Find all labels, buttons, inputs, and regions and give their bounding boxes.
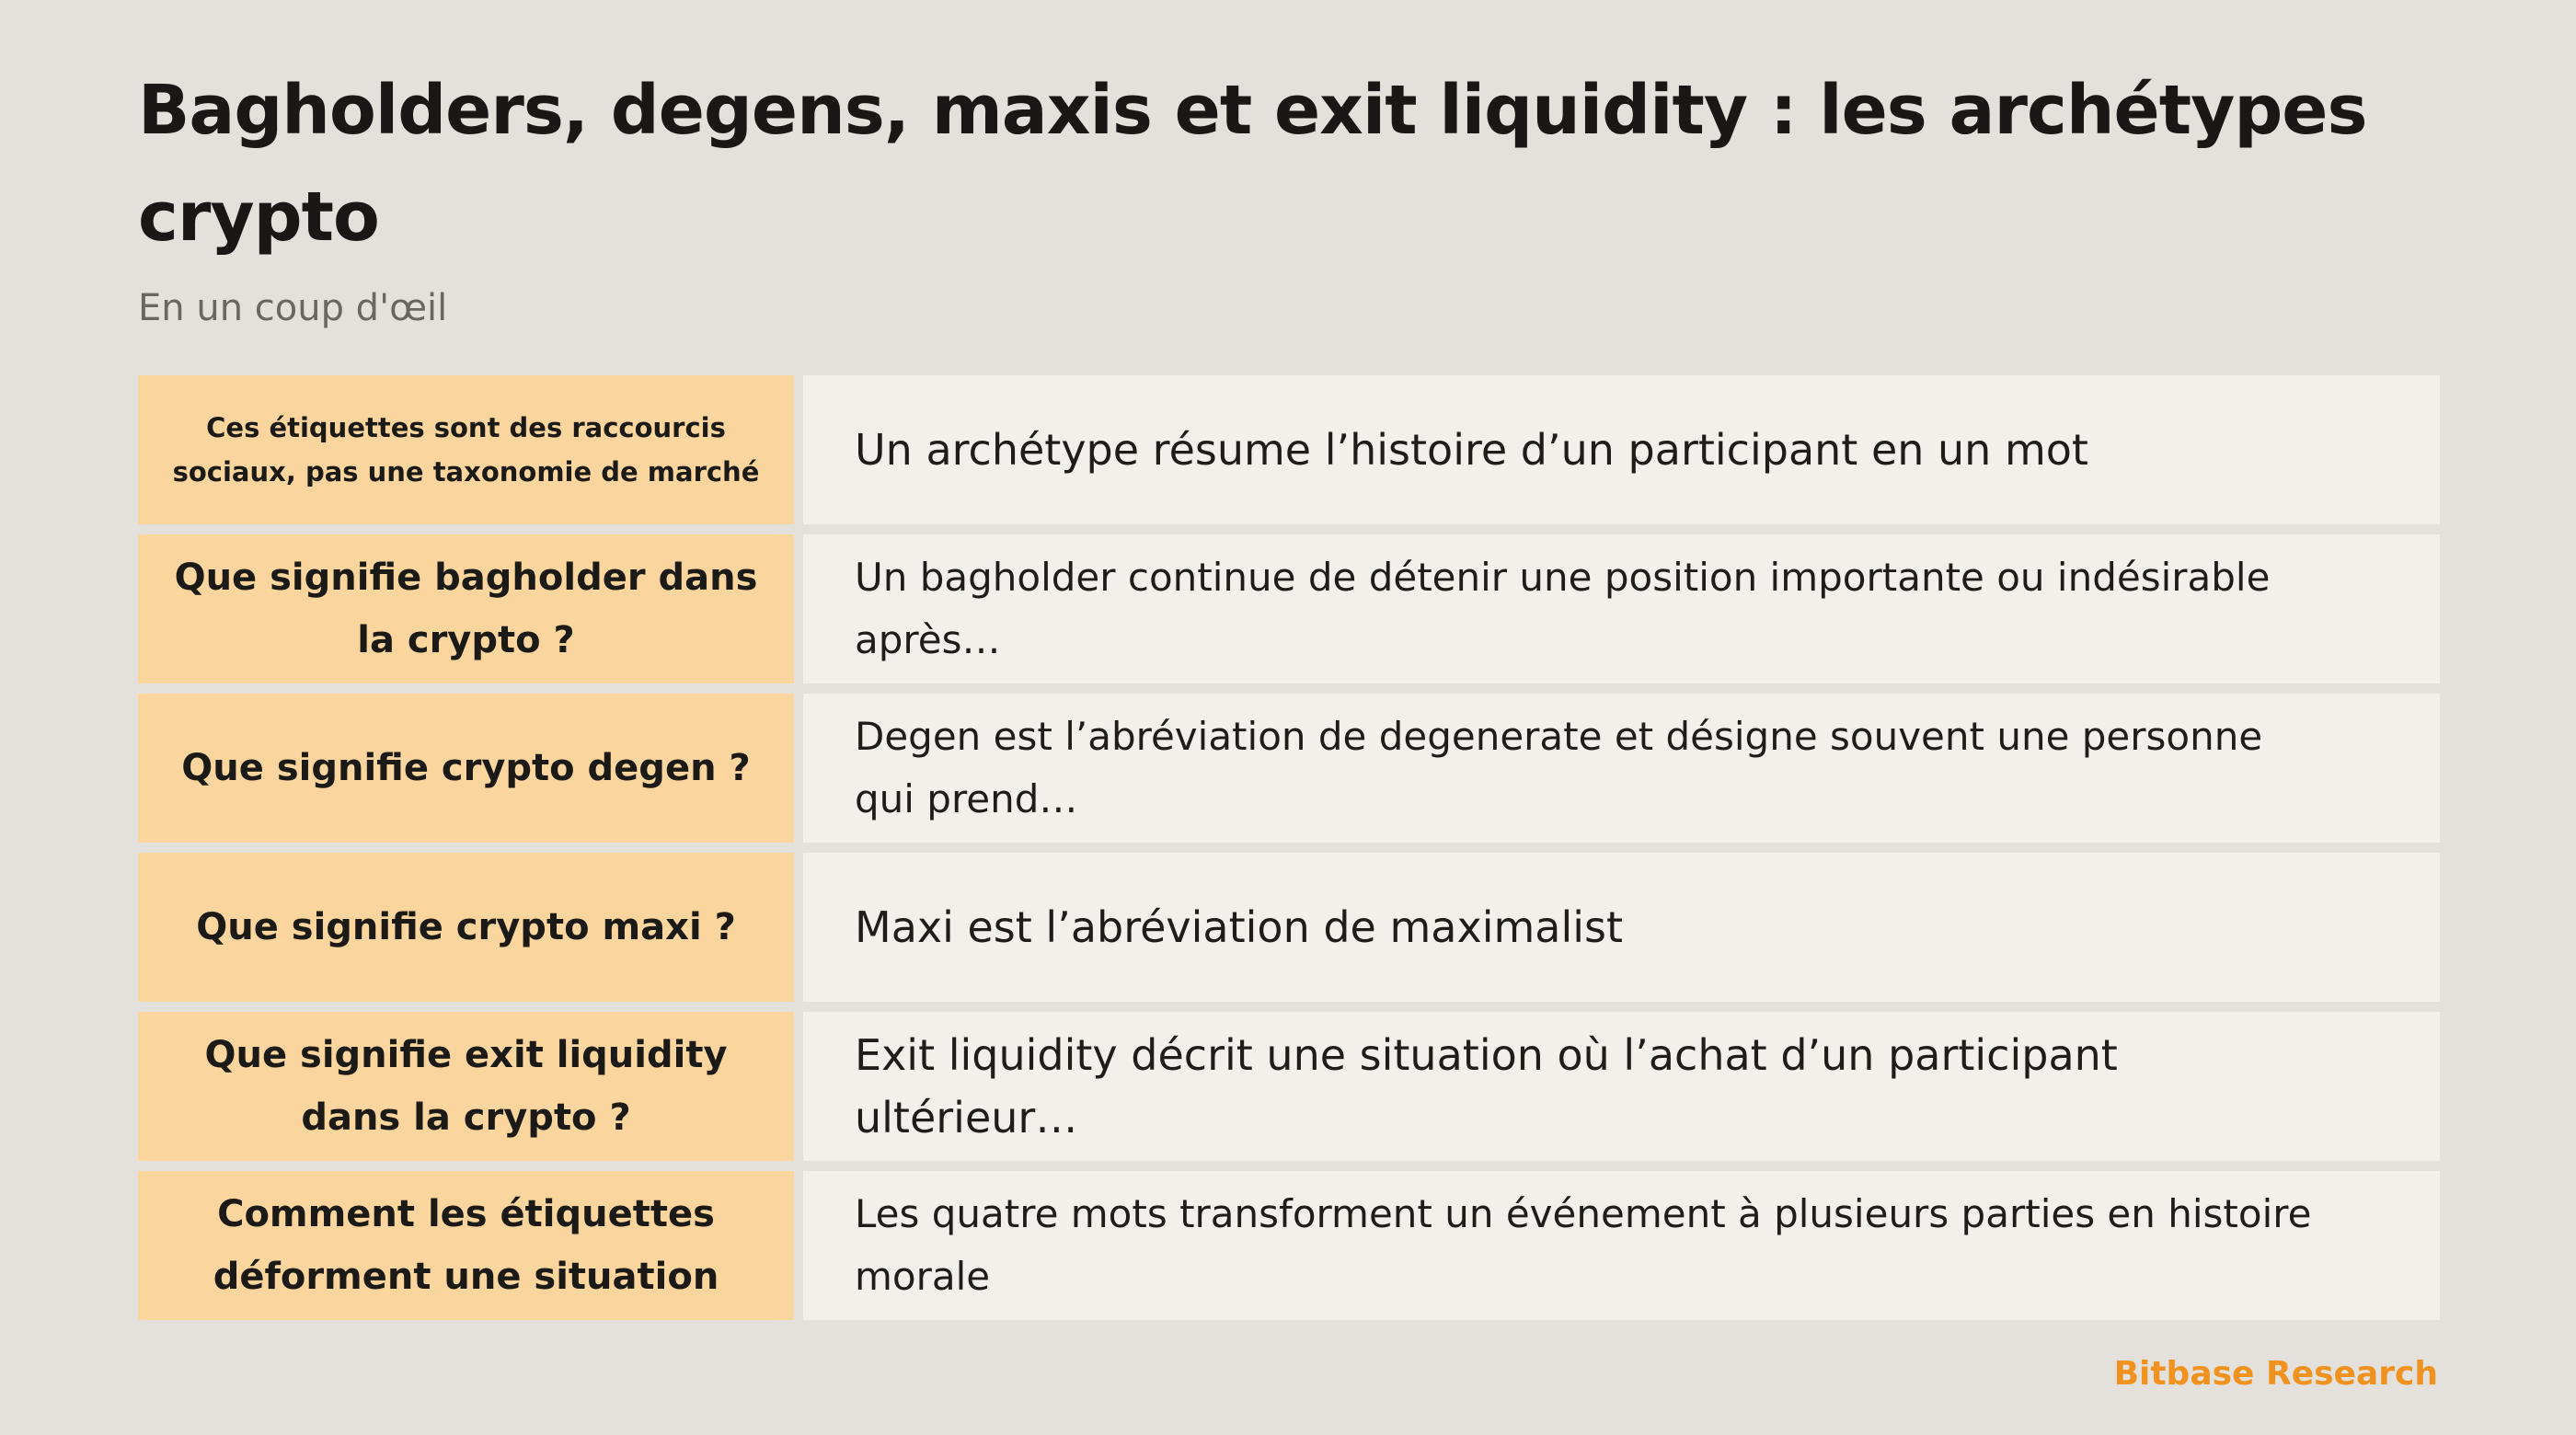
row-question: Que signifie bagholder dans la crypto ? xyxy=(138,534,794,683)
row-answer: Maxi est l’abréviation de maximalist xyxy=(803,853,2440,1002)
row-answer: Degen est l’abréviation de degenerate et désigne souvent une personne qui prend… xyxy=(803,694,2440,843)
row-answer: Un bagholder continue de détenir une position importante ou indésirable après… xyxy=(803,534,2440,683)
row-answer: Exit liquidity décrit une situation où l’achat d’un participant ultérieur… xyxy=(803,1012,2440,1161)
table-row xyxy=(138,1171,2440,1320)
brand-footer: Bitbase Research xyxy=(2113,1355,2438,1393)
row-answer: Les quatre mots transforment un événement à plusieurs parties en histoire morale xyxy=(803,1171,2440,1320)
table-row xyxy=(138,853,2440,1002)
row-question: Comment les étiquettes déforment une situation xyxy=(138,1171,794,1320)
page-subtitle: En un coup d'œil xyxy=(138,287,448,329)
page-title: Bagholders, degens, maxis et exit liquidity : les archétypes crypto xyxy=(138,71,2367,257)
row-answer: Un archétype résume l’histoire d’un participant en un mot xyxy=(803,375,2440,524)
row-question: Ces étiquettes sont des raccourcis sociaux, pas une taxonomie de marché xyxy=(138,375,794,524)
row-question: Que signifie crypto maxi ? xyxy=(138,853,794,1002)
table-row xyxy=(138,534,2440,683)
row-question: Que signifie exit liquidity dans la crypto ? xyxy=(138,1012,794,1161)
table-row xyxy=(138,375,2440,524)
table-row xyxy=(138,1012,2440,1161)
table-row xyxy=(138,694,2440,843)
faq-table xyxy=(138,375,2440,1320)
row-question: Que signifie crypto degen ? xyxy=(138,694,794,843)
